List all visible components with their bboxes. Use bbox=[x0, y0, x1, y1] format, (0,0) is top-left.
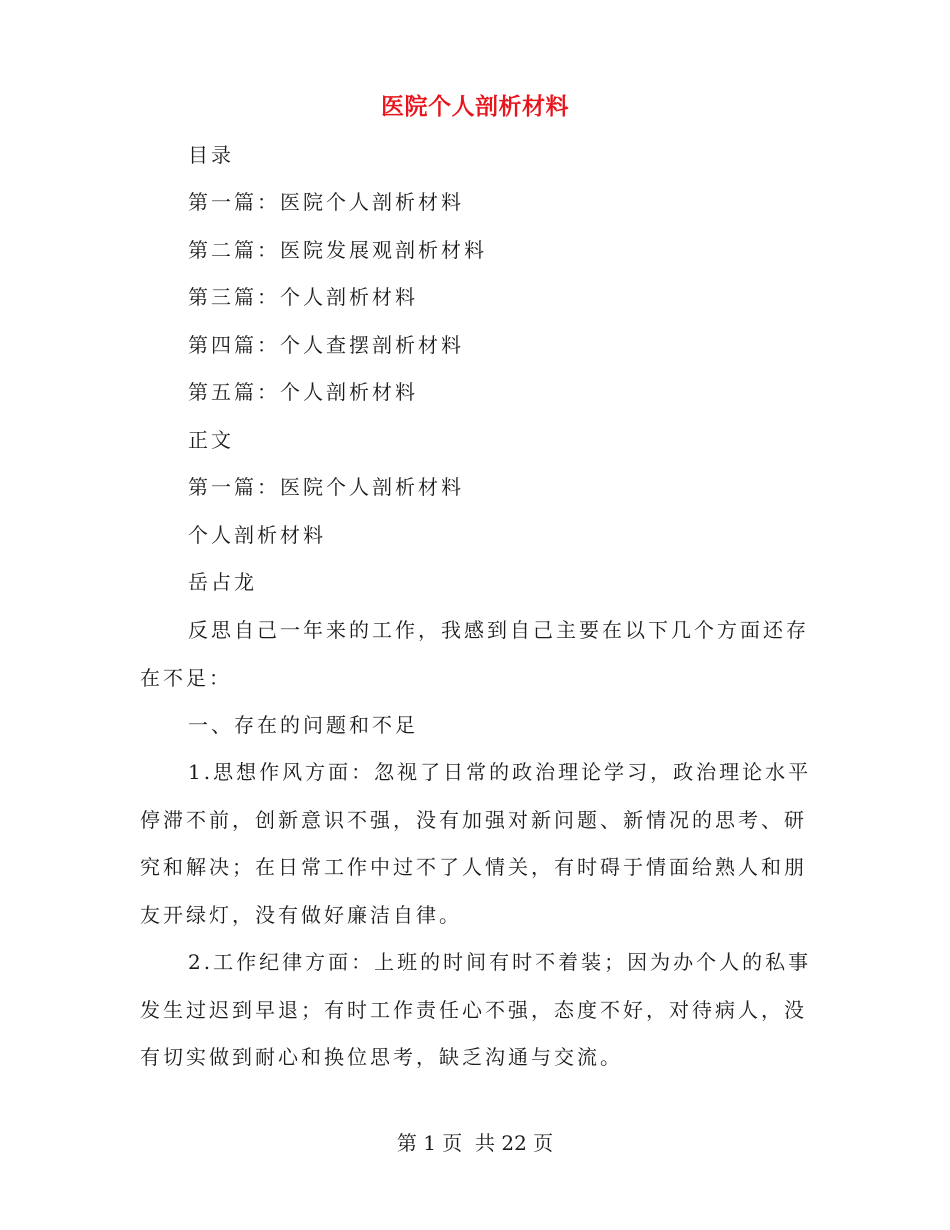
section-subtitle: 个人剖析材料 bbox=[188, 523, 326, 547]
section-heading-issues: 一、存在的问题和不足 bbox=[188, 713, 418, 737]
toc-item-2: 第二篇：医院发展观剖析材料 bbox=[188, 238, 487, 262]
current-page-number: 1 bbox=[423, 1131, 436, 1155]
author-name: 岳占龙 bbox=[188, 570, 257, 594]
toc-item-5: 第五篇：个人剖析材料 bbox=[188, 380, 418, 404]
body-paragraph-1: 反思自己一年来的工作，我感到自己主要在以下几个方面还存在不足： bbox=[140, 618, 809, 690]
total-pages-number: 22 bbox=[501, 1131, 527, 1155]
toc-item-1: 第一篇：医院个人剖析材料 bbox=[188, 190, 464, 214]
footer-prefix: 第 bbox=[396, 1131, 417, 1155]
footer-suffix: 页 bbox=[533, 1131, 554, 1155]
toc-item-4: 第四篇：个人查摆剖析材料 bbox=[188, 333, 464, 357]
body-heading: 正文 bbox=[188, 428, 234, 452]
document-title: 医院个人剖析材料 bbox=[381, 93, 569, 120]
page-footer bbox=[0, 1127, 950, 1156]
body-paragraph-ideology: 1.思想作风方面：忽视了日常的政治理论学习，政治理论水平停滞不前，创新意识不强，没有加强对新问题、新情况的思考、研究和解决；在日常工作中过不了人情关，有时碍于情面给熟人和朋友开绿灯，没有做好廉洁自律。 bbox=[140, 760, 812, 927]
toc-heading: 目录 bbox=[188, 143, 234, 167]
body-paragraph-discipline: 2.工作纪律方面：上班的时间有时不着装；因为办个人的私事发生过迟到早退；有时工作责任心不强，态度不好，对待病人，没有切实做到耐心和换位思考，缺乏沟通与交流。 bbox=[140, 950, 812, 1069]
chapter-title: 第一篇：医院个人剖析材料 bbox=[188, 475, 464, 499]
toc-item-3: 第三篇：个人剖析材料 bbox=[188, 285, 418, 309]
footer-mid: 页 共 bbox=[442, 1131, 495, 1155]
